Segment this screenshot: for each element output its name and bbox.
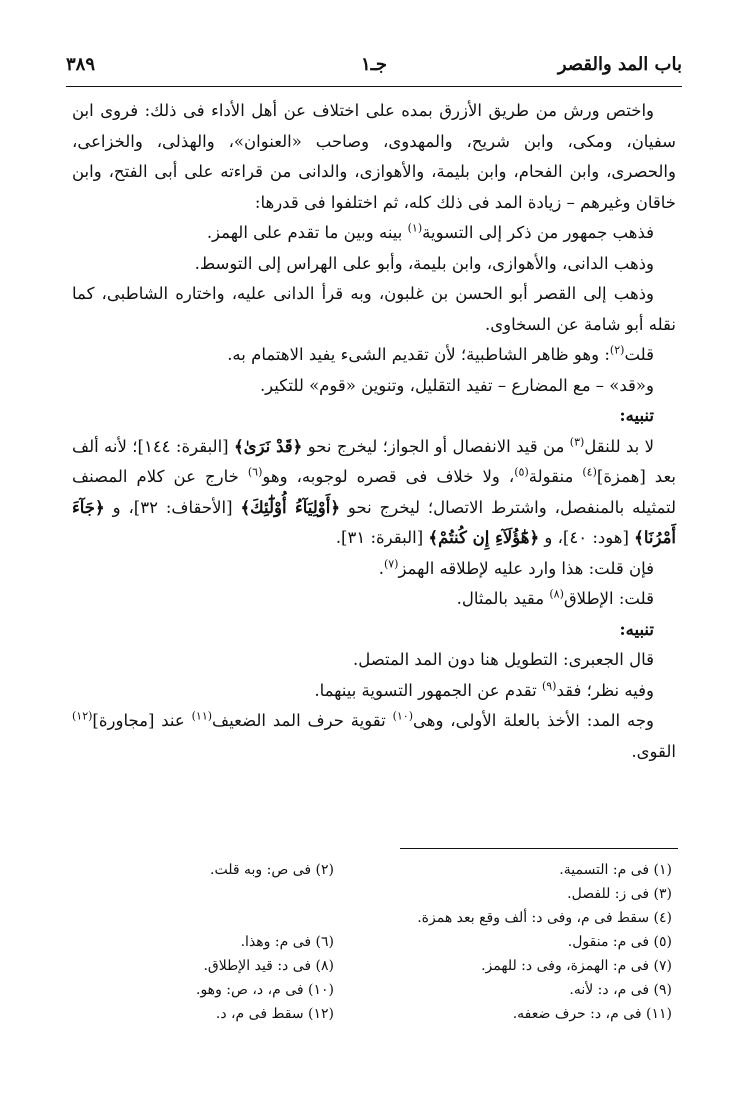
footnote: (٧) فى م: الهمزة، وفى د: للهمز. — [481, 958, 672, 974]
footnote: (١٢) سقط فى م، د. — [215, 1006, 334, 1022]
footnote: (٣) فى ز: للفصل. — [567, 886, 672, 902]
paragraph: فذهب جمهور من ذكر إلى التسوية$^{(١)}$ بينه وبين ما تقدم على الهمز. — [206, 221, 654, 242]
quran-quote: ﴿أَوْلِيَآءُ أُوْلَٰٓئِكَ﴾ — [240, 497, 341, 517]
footnote-ref: (٩) — [541, 679, 557, 692]
footnote-ref: (٢) — [609, 343, 625, 357]
paragraph: وفيه نظر؛ فقد$^{(٩)}$ تقدم عن الجمهور التسوية بينهما. — [314, 679, 654, 700]
paragraph: قلت$^{(٢)}$: وهو ظاهر الشاطبية؛ لأن تقديم الشىء يفيد الاهتمام به. — [227, 343, 654, 364]
footnote-row — [72, 906, 676, 930]
footnote: (٤) سقط فى م، وفى د: ألف وقع بعد همزة. — [417, 910, 672, 926]
paragraph: فإن قلت: هذا وارد عليه لإطلاقه الهمز$^{(٧)}$. — [378, 557, 654, 578]
quran-quote: ﴿جَآءَ أَمْرُنَا﴾ — [72, 497, 676, 547]
footnote-ref: (١١) — [191, 709, 213, 723]
footnote-row — [72, 978, 676, 1002]
footnote: (١٠) فى م، د، ص: وهو. — [196, 982, 334, 998]
section-heading: تنبيه: — [619, 406, 654, 425]
footnote: (٢) فى ص: وبه قلت. — [210, 862, 334, 878]
footnote-row — [72, 882, 676, 906]
footnote: (٨) فى د: قيد الإطلاق. — [203, 958, 334, 974]
footnotes — [72, 858, 676, 1026]
footnote: (٦) فى م: وهذا. — [240, 934, 334, 950]
footnote-ref: (١) — [407, 221, 423, 235]
paragraph: وذهب الدانى، والأهوازى، وابن بليمة، وأبو على الهراس إلى التوسط. — [194, 253, 654, 273]
paragraph: لا بد للنقل$^{(٣)}$ من قيد الانفصال أو الجواز؛ ليخرج نحو ﴿قَدْ نَرَىٰ﴾ [البقرة: ١٤٤]؛ لأنه ألف بعد [همزة]$^{(٤)}$ منقولة$^{(٥)}$، ولا خلاف فى قصره لوجوبه، وهو$^{(٦)}$ خارج عن كلام المصنف لتمثيله بالمنفصل، واشترط الاتصال؛ ليخرج نحو ﴿أَوْلِيَآءُ أُوْلَٰٓئِكَ﴾ [الأحقاف: ٣٢]، و ﴿جَآءَ أَمْرُنَا﴾ [هود: ٤٠]، و ﴿هَٰٓؤُلَآءِ إِن كُنتُمْ﴾ [البقرة: ٣١]. — [72, 435, 677, 547]
running-header — [66, 54, 682, 84]
paragraph: و«قد» – مع المضارع – تفيد التقليل، وتنوين «قوم» للتكير. — [259, 375, 654, 395]
footnote-ref: (١٠) — [392, 709, 414, 723]
section-heading: تنبيه: — [619, 619, 654, 639]
paragraph: قال الجعبرى: التطويل هنا دون المد المتصل. — [352, 650, 654, 669]
footnote-row — [72, 1002, 676, 1026]
footnote — [72, 882, 374, 906]
paragraph: قلت: الإطلاق$^{(٨)}$ مقيد بالمثال. — [456, 587, 654, 608]
chapter-title: باب المد والقصر — [557, 54, 682, 75]
page-number: ٣٨٩ — [66, 54, 96, 75]
footnote-ref: (١٢) — [72, 709, 93, 723]
main-text — [72, 96, 676, 767]
footnote-ref: (٤) — [582, 465, 597, 479]
paragraph: واختص ورش من طريق الأزرق بمده على اختلاف عن أهل الأداء فى ذلك: فروى ابن سفيان، ومكى، وابن شريح، والمهدوى، وصاحب «العنوان»، والهذلى، والخزاعى، والحصرى، وابن الفحام، وابن بليمة، والأهوازى، والدانى من قراءته على أبى الفتح، وابن خاقان وغيرهم – زيادة المد فى ذلك كله، ثم اختلفوا فى قدرها: — [72, 101, 676, 212]
footnote-row — [72, 954, 676, 978]
footnote: (١) فى م: التسمية. — [559, 862, 672, 878]
footnote-ref: (٣) — [569, 435, 585, 448]
header-divider — [66, 86, 682, 87]
footnote-ref: (٧) — [383, 557, 399, 570]
footnote-row — [72, 858, 676, 882]
footnote-ref: (٨) — [549, 587, 564, 601]
footnote — [72, 906, 374, 930]
footnote-row — [72, 930, 676, 954]
footnote: (٩) فى م، د: لأنه. — [569, 982, 672, 998]
quran-quote: ﴿قَدْ نَرَىٰ﴾ — [233, 436, 303, 456]
footnote: (٥) فى م: منقول. — [567, 934, 672, 950]
volume-label: جـ١ — [360, 54, 388, 75]
quran-quote: ﴿هَٰٓؤُلَآءِ إِن كُنتُمْ﴾ — [428, 528, 540, 547]
footnote-divider — [400, 848, 678, 849]
footnote-ref: (٦) — [247, 465, 263, 479]
footnote: (١١) فى م، د: حرف ضعفه. — [512, 1006, 672, 1022]
paragraph: وذهب إلى القصر أبو الحسن بن غلبون، وبه قرأ الدانى عليه، واختاره الشاطبى، كما نقله أبو شامة عن السخاوى. — [72, 284, 676, 334]
footnote-ref: (٥) — [514, 465, 529, 479]
paragraph: وجه المد: الأخذ بالعلة الأولى، وهى$^{(١٠)}$ تقوية حرف المد الضعيف$^{(١١)}$ عند [مجاورة]$^{(١٢)}$ القوى. — [72, 709, 676, 761]
